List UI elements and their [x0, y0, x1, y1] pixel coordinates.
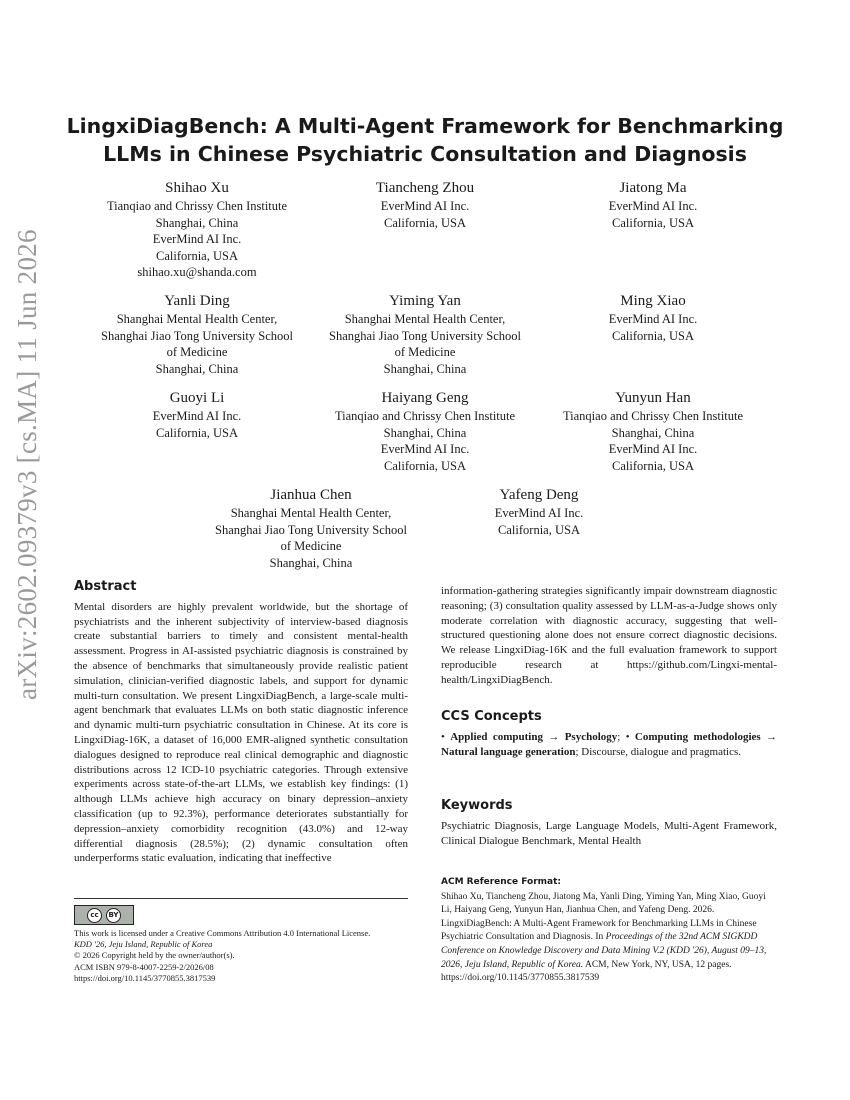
- abstract-continuation: [441, 584, 777, 688]
- author-affiliation: EverMind AI Inc. California, USA: [494, 506, 584, 537]
- author-block: [538, 292, 768, 344]
- author-affiliation: EverMind AI Inc. California, USA: [152, 409, 242, 440]
- author-name: Jianhua Chen: [270, 487, 352, 503]
- license-statement: This work is licensed under a Creative Commons Attribution 4.0 International License.: [74, 928, 371, 938]
- author-block: [424, 486, 654, 538]
- abstract-text: Mental disorders are highly prevalent worldwide, but the shortage of psychiatrists and the inherent subjectivity of interview-based diagnosis create substantial barriers to timely and consistent mental-health assessment. Progress in AI-assisted psychiatric diagnosis is constrained by the absence of benchmarks that simultaneously provide realistic patient simulation, clinician-verified diagnostic labels, and support for dynamic multi-turn consultation. We present LingxiDiagBench, a large-scale multi-agent benchmark that evaluates LLMs on both static diagnostic inference and dynamic multi-turn psychiatric consultation in Chinese. At its core is LingxiDiag-16K, a dataset of 16,000 EMR-aligned synthetic consultation dialogues designed to reproduce real clinical demographic and diagnostic distributions across 12 ICD-10 psychiatric categories. Through extensive experiments across state-of-the-art LLMs, we establish key findings: (1) although LLMs achieve high accuracy on binary depression–anxiety classification (up to 92.3%), performance deteriorates substantially for depression–anxiety comorbidity recognition (43.0%) and 12-way differential diagnosis (28.5%); (2) dynamic consultation often underperforms static evaluation, indicating that ineffective: [74, 600, 408, 865]
- license-divider: [74, 898, 408, 899]
- author-name: Yiming Yan: [389, 293, 461, 309]
- abstract-section: [74, 580, 408, 866]
- author-block: [310, 389, 540, 474]
- author-name: Yafeng Deng: [499, 487, 579, 503]
- conference-venue: KDD '26, Jeju Island, Republic of Korea: [74, 939, 213, 950]
- attribution-icon: BY: [106, 908, 121, 923]
- author-name: Shihao Xu: [165, 180, 229, 196]
- author-block: [196, 486, 426, 571]
- creative-commons-icon: cc: [87, 908, 102, 923]
- ccs-concepts-section: [441, 710, 777, 759]
- author-affiliation: EverMind AI Inc. California, USA: [608, 199, 698, 230]
- paper-title: LingxiDiagBench: A Multi-Agent Framework for Benchmarking LLMs in Chinese Psychiatric Consultation and Diagnosis: [66, 114, 784, 166]
- author-affiliation: EverMind AI Inc. California, USA: [380, 199, 470, 230]
- author-name: Yanli Ding: [164, 293, 230, 309]
- author-block: [310, 292, 540, 377]
- author-name: Ming Xiao: [620, 293, 686, 309]
- author-affiliation: Tianqiao and Chrissy Chen Institute Shanghai, China EverMind AI Inc. California, USA shihao.xu@shanda.com: [106, 199, 288, 279]
- author-block: [82, 292, 312, 377]
- license-block: [74, 928, 414, 984]
- author-block: [82, 179, 312, 281]
- author-name: Tiancheng Zhou: [375, 180, 475, 196]
- abstract-heading: Abstract: [74, 579, 137, 594]
- isbn-line: ACM ISBN 979-8-4007-2259-2/2026/08: [74, 961, 214, 972]
- author-block: [310, 179, 540, 231]
- keywords-section: [441, 799, 777, 848]
- cc-by-license-badge: [74, 905, 134, 925]
- author-affiliation: Shanghai Mental Health Center, Shanghai Jiao Tong University School of Medicine Shanghai, China: [101, 312, 293, 376]
- doi-link[interactable]: https://doi.org/10.1145/3770855.3817539: [74, 972, 216, 983]
- author-block: [538, 179, 768, 231]
- author-affiliation: Tianqiao and Chrissy Chen Institute Shanghai, China EverMind AI Inc. California, USA: [334, 409, 516, 473]
- copyright-line: © 2026 Copyright held by the owner/author(s).: [74, 950, 235, 961]
- keywords-text: Psychiatric Diagnosis, Large Language Models, Multi-Agent Framework, Clinical Dialogue Benchmark, Mental Health: [441, 819, 777, 847]
- ccs-text: • Applied computing → Psychology; • Computing methodologies → Natural language generation; Discourse, dialogue and pragmatics.: [441, 730, 778, 758]
- author-affiliation: EverMind AI Inc. California, USA: [608, 312, 698, 343]
- author-name: Guoyi Li: [169, 390, 225, 406]
- reference-heading: ACM Reference Format:: [441, 877, 561, 887]
- acm-reference-block: [441, 876, 777, 986]
- author-name: Haiyang Geng: [381, 390, 469, 406]
- author-name: Jiatong Ma: [619, 180, 687, 196]
- keywords-heading: Keywords: [441, 798, 513, 813]
- reference-text: Shihao Xu, Tiancheng Zhou, Jiatong Ma, Yanli Ding, Yiming Yan, Ming Xiao, Guoyi Li, Haiyang Geng, Yunyun Han, Jianhua Chen, and Yafeng Deng. 2026. LingxiDiagBench: A Multi-Agent Framework for Benchmarking LLMs in Chinese Psychiatric Consultation and Diagnosis. In Proceedings of the 32nd ACM SIGKDD Conference on Knowledge Discovery and Data Mining V.2 (KDD '26), August 09–13, 2026, Jeju Island, Republic of Korea. ACM, New York, NY, USA, 12 pages. https://doi.org/10.1145/3770855.3817539: [441, 891, 767, 984]
- author-affiliation: Tianqiao and Chrissy Chen Institute Shanghai, China EverMind AI Inc. California, USA: [562, 409, 744, 473]
- author-block: [538, 389, 768, 474]
- author-affiliation: Shanghai Mental Health Center, Shanghai Jiao Tong University School of Medicine Shanghai, China: [215, 506, 407, 570]
- author-affiliation: Shanghai Mental Health Center, Shanghai Jiao Tong University School of Medicine Shanghai, China: [329, 312, 521, 376]
- arxiv-identifier: arXiv:2602.09379v3 [cs.MA] 11 Jun 2026: [12, 229, 42, 700]
- author-block: [82, 389, 312, 441]
- author-name: Yunyun Han: [615, 390, 691, 406]
- abstract-text-continued: information-gathering strategies significantly impair downstream diagnostic reasoning; (3) consultation quality assessed by LLM-as-a-Judge shows only moderate correlation with diagnostic accuracy, suggesting that well-structured questioning alone does not ensure correct diagnostic decisions. We release LingxiDiag-16K and the full evaluation framework to support reproducible research at https://github.com/Lingxi-mental-health/LingxiDiagBench.: [441, 585, 777, 686]
- ccs-heading: CCS Concepts: [441, 709, 542, 724]
